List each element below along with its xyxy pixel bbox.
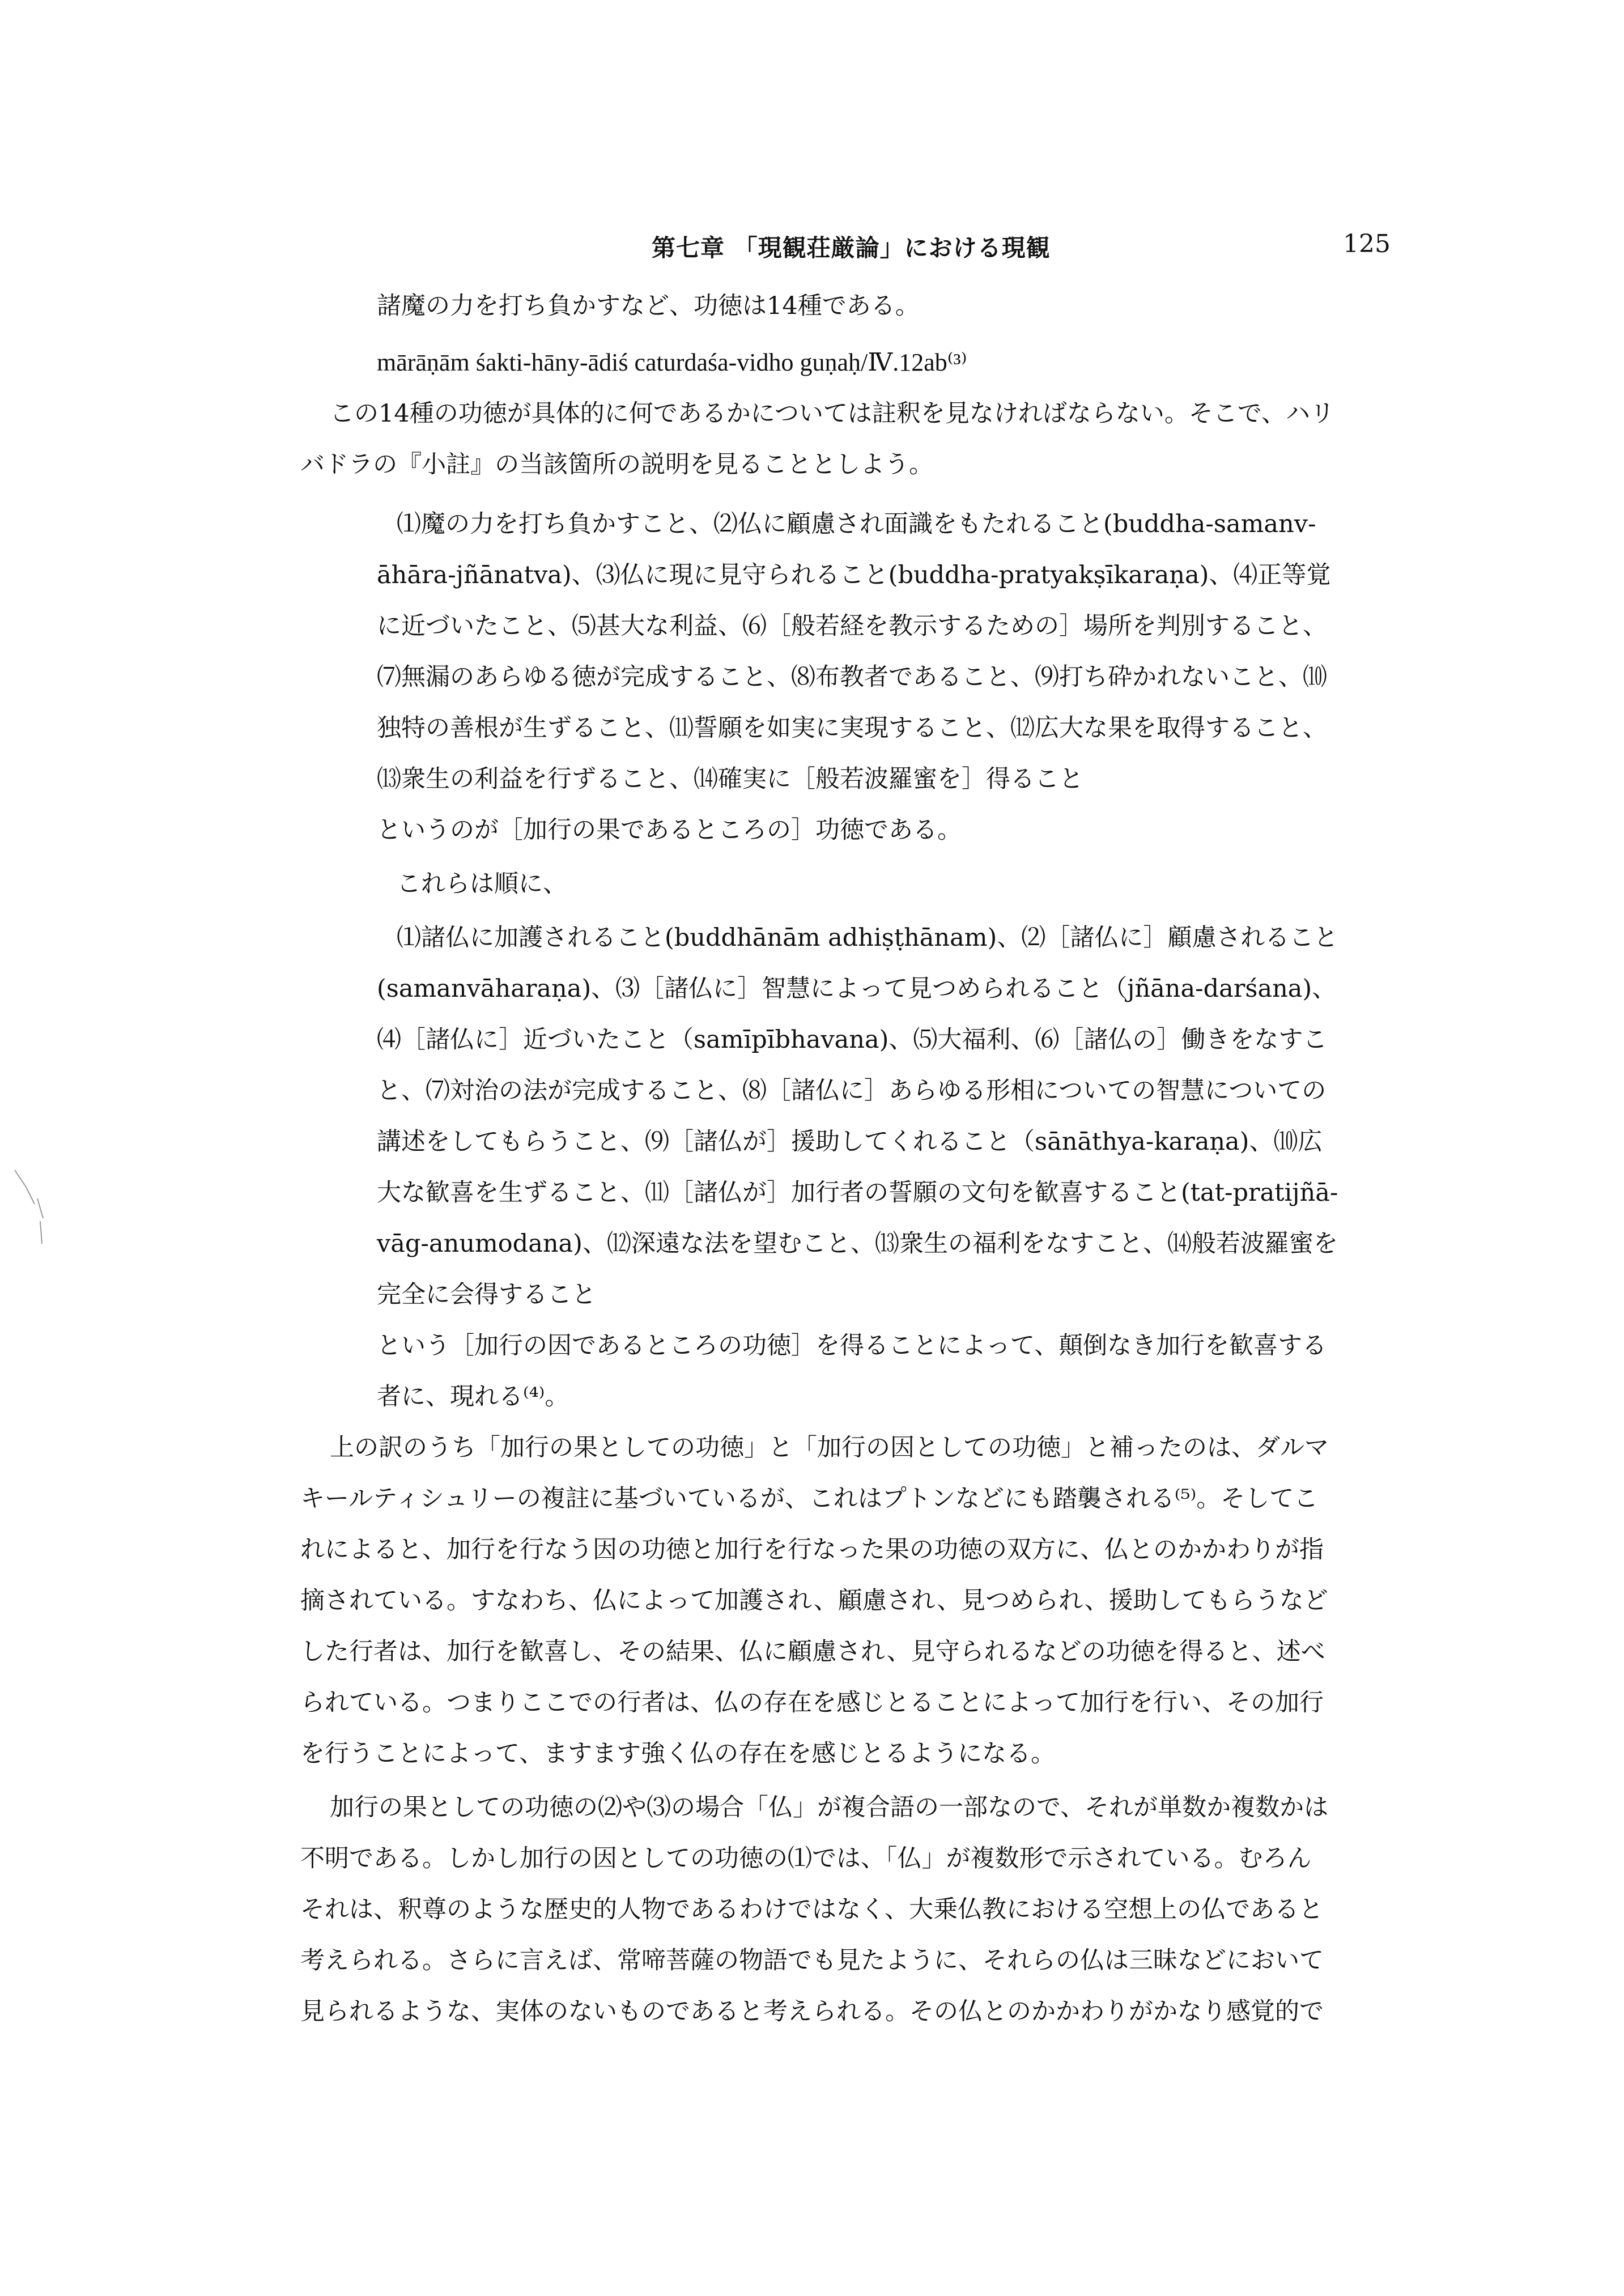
- paragraph-line: キールティシュリーの複註に基づいているが、これはプトンなどにも踏襲される⁽⁵⁾。そしてこ: [300, 1485, 1319, 1513]
- scan-mark-icon: [9, 1164, 71, 1249]
- paragraph-line: を行うことによって、ますます強く仏の存在を感じとるようになる。: [300, 1740, 1056, 1768]
- quote-line: と、⑺対治の法が完成すること、⑻［諸仏に］あらゆる形相についての智慧についての: [377, 1077, 1327, 1105]
- quote-line: これらは順に、: [397, 870, 567, 898]
- quote-line: ⒀衆生の利益を行ずること、⒁確実に［般若波羅蜜を］得ること: [377, 765, 1083, 793]
- quote-line: (samanvāharaṇa)、⑶［諸仏に］智慧によって見つめられること（jñāna-darśana)、: [377, 975, 1337, 1003]
- paragraph-line: 加行の果としての功徳の⑵や⑶の場合「仏」が複合語の一部なので、それが単数か複数かは: [330, 1793, 1329, 1822]
- paragraph-line: 上の訳のうち「加行の果としての功徳」と「加行の因としての功徳」と補ったのは、ダルマ: [330, 1434, 1329, 1462]
- paragraph-line: それは、釈尊のような歴史的人物であるわけではなく、大乗仏教における空想上の仏であると: [300, 1895, 1324, 1924]
- quote-line: という［加行の因であるところの功徳］を得ることによって、顛倒なき加行を歓喜する: [377, 1332, 1327, 1360]
- quote-line: というのが［加行の果であるところの］功徳である。: [377, 816, 962, 844]
- paragraph-line: 摘されている。すなわち、仏によって加護され、顧慮され、見つめられ、援助してもらうなど: [300, 1587, 1328, 1615]
- paragraph-line: 見られるような、実体のないものであると考えられる。その仏とのかかわりがかなり感覚的で: [300, 1997, 1324, 2026]
- chapter-title: 第七章 「現観荘厳論」における現観: [652, 234, 1051, 262]
- paragraph-line: れによると、加行を行なう因の功徳と加行を行なった果の功徳の双方に、仏とのかかわりが指: [300, 1536, 1324, 1564]
- quote-line: vāg-anumodana)、⑿深遠な法を望むこと、⒀衆生の福利をなすこと、⒁般若波羅蜜を: [377, 1230, 1338, 1258]
- quote-line: ⑴魔の力を打ち負かすこと、⑵仏に顧慮され面識をもたれること(buddha-samanv-: [397, 510, 1316, 538]
- quote-line: 大な歓喜を生ずること、⑾［諸仏が］加行者の誓願の文句を歓喜すること(tat-pratijñā-: [377, 1179, 1338, 1207]
- quote-line: ⑺無漏のあらゆる徳が完成すること、⑻布教者であること、⑼打ち砕かれないこと、⑽: [377, 663, 1327, 691]
- running-header: [0, 229, 1624, 263]
- verse-sanskrit: mārāṇām śakti-hāny-ādiś caturdaśa-vidho guṇaḥ/Ⅳ.12ab⁽³⁾: [377, 348, 967, 376]
- quote-line: ⑴諸仏に加護されること(buddhānām adhiṣṭhānam)、⑵［諸仏に］顧慮されること: [397, 924, 1338, 952]
- page-number: 125: [1343, 229, 1391, 258]
- verse-japanese: 諸魔の力を打ち負かすなど、功徳は14種である。: [377, 292, 920, 320]
- quote-line: 独特の善根が生ずること、⑾誓願を如実に実現すること、⑿広大な果を取得すること、: [377, 714, 1327, 742]
- paragraph-line: 不明である。しかし加行の因としての功徳の⑴では、「仏」が複数形で示されている。むろん: [300, 1844, 1312, 1873]
- paragraph-line: られている。つまりここでの行者は、仏の存在を感じとることによって加行を行い、その加行: [300, 1689, 1324, 1717]
- quote-line: 講述をしてもらうこと、⑼［諸仏が］援助してくれること（sānāthya-karaṇa)、⑽広: [377, 1128, 1323, 1156]
- quote-line: 完全に会得すること: [377, 1281, 596, 1309]
- paragraph-line: この14種の功徳が具体的に何であるかについては註釈を見なければならない。そこで、ハリ: [330, 399, 1334, 428]
- paragraph-line: 考えられる。さらに言えば、常啼菩薩の物語でも見たように、それらの仏は三昧などにおいて: [300, 1946, 1324, 1975]
- paragraph-line: バドラの『小註』の当該箇所の説明を見ることとしよう。: [300, 450, 934, 479]
- paragraph-line: した行者は、加行を歓喜し、その結果、仏に顧慮され、見守られるなどの功徳を得ると、述べ: [300, 1638, 1325, 1666]
- quote-line: āhāra-jñānatva)、⑶仏に現に見守られること(buddha-pratyakṣīkaraṇa)、⑷正等覚: [377, 561, 1331, 589]
- quote-line: に近づいたこと、⑸甚大な利益、⑹［般若経を教示するための］場所を判別すること、: [377, 612, 1327, 640]
- quote-line: 者に、現れる⁽⁴⁾。: [377, 1383, 569, 1411]
- quote-line: ⑷［諸仏に］近づいたこと（samīpībhavana)、⑸大福利、⑹［諸仏の］働きをなすこ: [377, 1026, 1328, 1054]
